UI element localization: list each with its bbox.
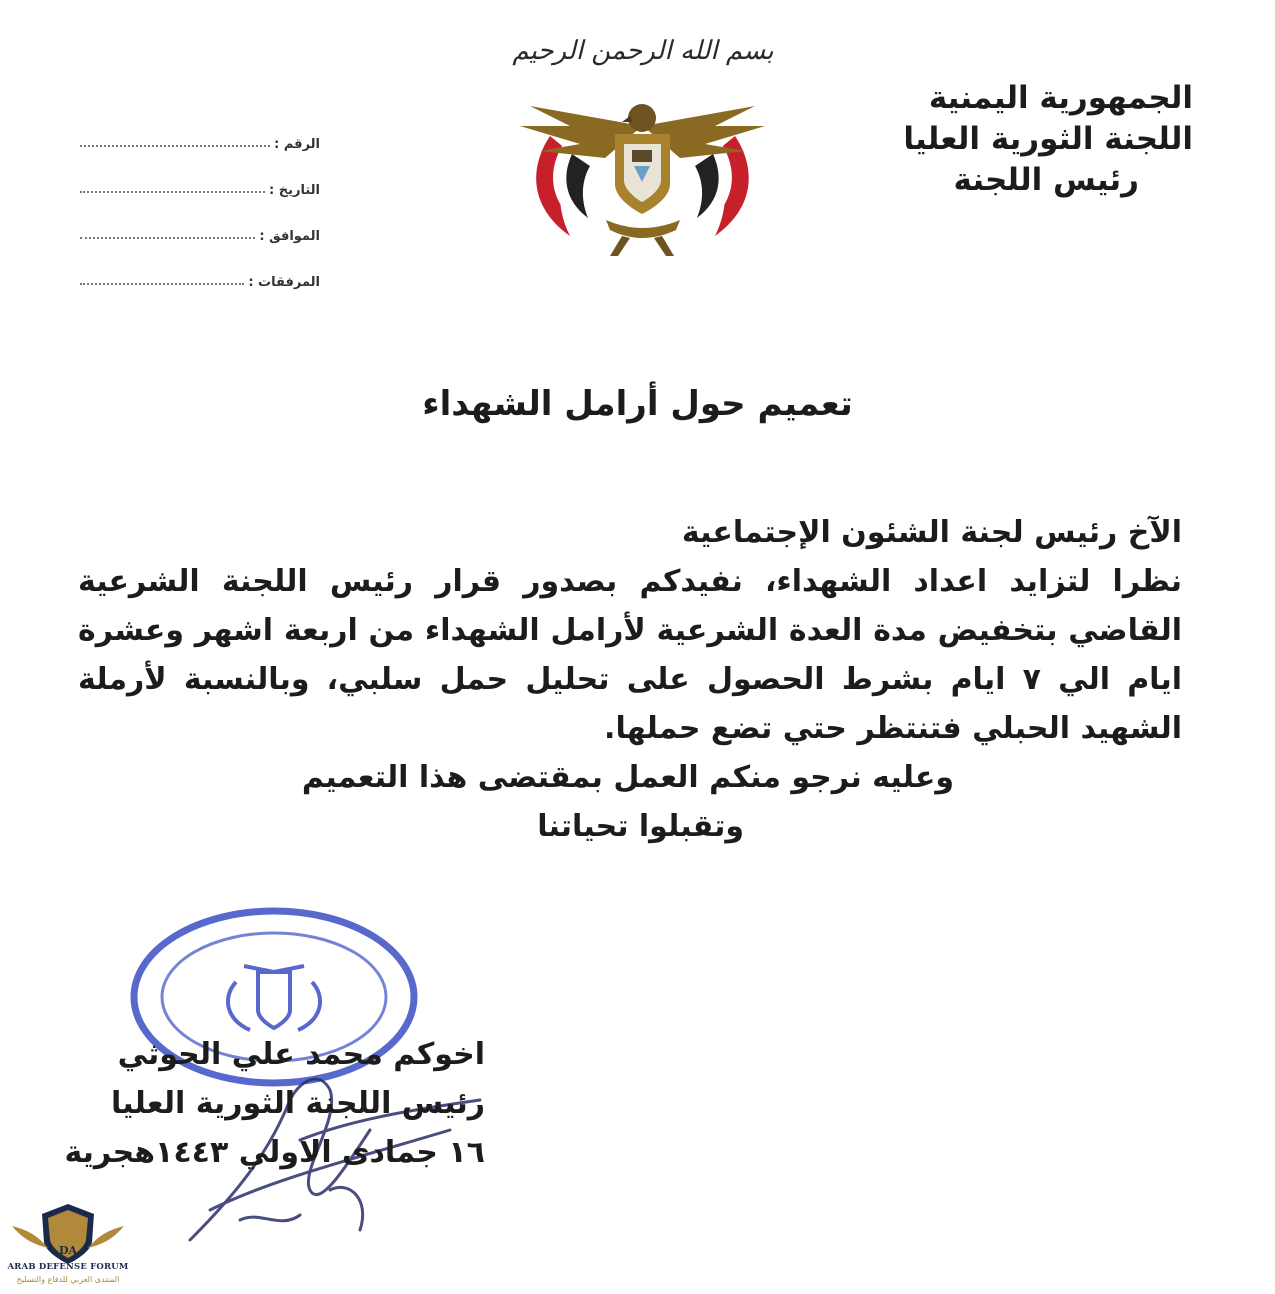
- paragraph-line: ايام الي ٧ ايام بشرط الحصول على تحليل حمل سلبي، وبالنسبة لأرملة: [78, 662, 1182, 697]
- ref-label-attachments: المرفقات :: [248, 275, 320, 290]
- ref-dotted-line: [80, 145, 270, 147]
- closing-regards: وتقبلوا تحياتنا: [537, 809, 744, 844]
- document-body: [78, 508, 1182, 851]
- paragraph-line: الشهيد الحبلي فتنتظر حتي تضع حملها.: [604, 711, 1182, 746]
- addressee-line: الآخ رئيس لجنة الشئون الإجتماعية: [681, 515, 1182, 550]
- issuer-header: [903, 78, 1193, 201]
- ref-dotted-line: [80, 283, 244, 285]
- issuer-line-office: رئيس اللجنة: [953, 162, 1139, 198]
- ref-row-date: [80, 152, 320, 198]
- forum-name-ar: المنتدى العربي للدفاع والتسليح: [16, 1275, 120, 1284]
- issuer-line-committee: اللجنة الثورية العليا: [903, 121, 1193, 157]
- eagle-emblem-icon: [510, 96, 775, 256]
- document-title: تعميم حول أرامل الشهداء: [422, 384, 853, 424]
- ref-row-number: [80, 106, 320, 152]
- paragraph-line: نظرا لتزايد اعداد الشهداء، نفيدكم بصدور قرار رئيس اللجنة الشرعية: [78, 564, 1182, 599]
- reference-fields: [80, 106, 320, 290]
- signature-block: [64, 1030, 485, 1177]
- ref-dotted-line: [80, 191, 265, 193]
- ref-dotted-line: [80, 237, 255, 239]
- forum-name-en: ARAB DEFENSE FORUM: [7, 1262, 129, 1272]
- ref-label-date: التاريخ :: [269, 183, 320, 198]
- bismillah-calligraphy: بسم الله الرحمن الرحيم: [512, 36, 774, 66]
- ref-row-corresponding: [80, 198, 320, 244]
- paragraph-line: القاضي بتخفيض مدة العدة الشرعية لأرامل الشهداء من اربعة اشهر وعشرة: [78, 613, 1182, 648]
- ref-label-corresponding: الموافق :: [259, 229, 320, 244]
- ref-label-number: الرقم :: [274, 137, 320, 152]
- issuer-line-country: الجمهورية اليمنية: [928, 80, 1193, 116]
- forum-monogram: DA: [58, 1244, 78, 1257]
- document-date: ١٦ جمادى الاولي ١٤٤٣هجرية: [64, 1135, 485, 1170]
- signatory-name: اخوكم محمد علي الحوثي: [117, 1037, 485, 1072]
- closing-request: وعليه نرجو منكم العمل بمقتضى هذا التعميم: [301, 760, 954, 795]
- ref-row-attachments: [80, 244, 320, 290]
- signatory-position: رئيس اللجنة الثورية العليا: [111, 1086, 485, 1121]
